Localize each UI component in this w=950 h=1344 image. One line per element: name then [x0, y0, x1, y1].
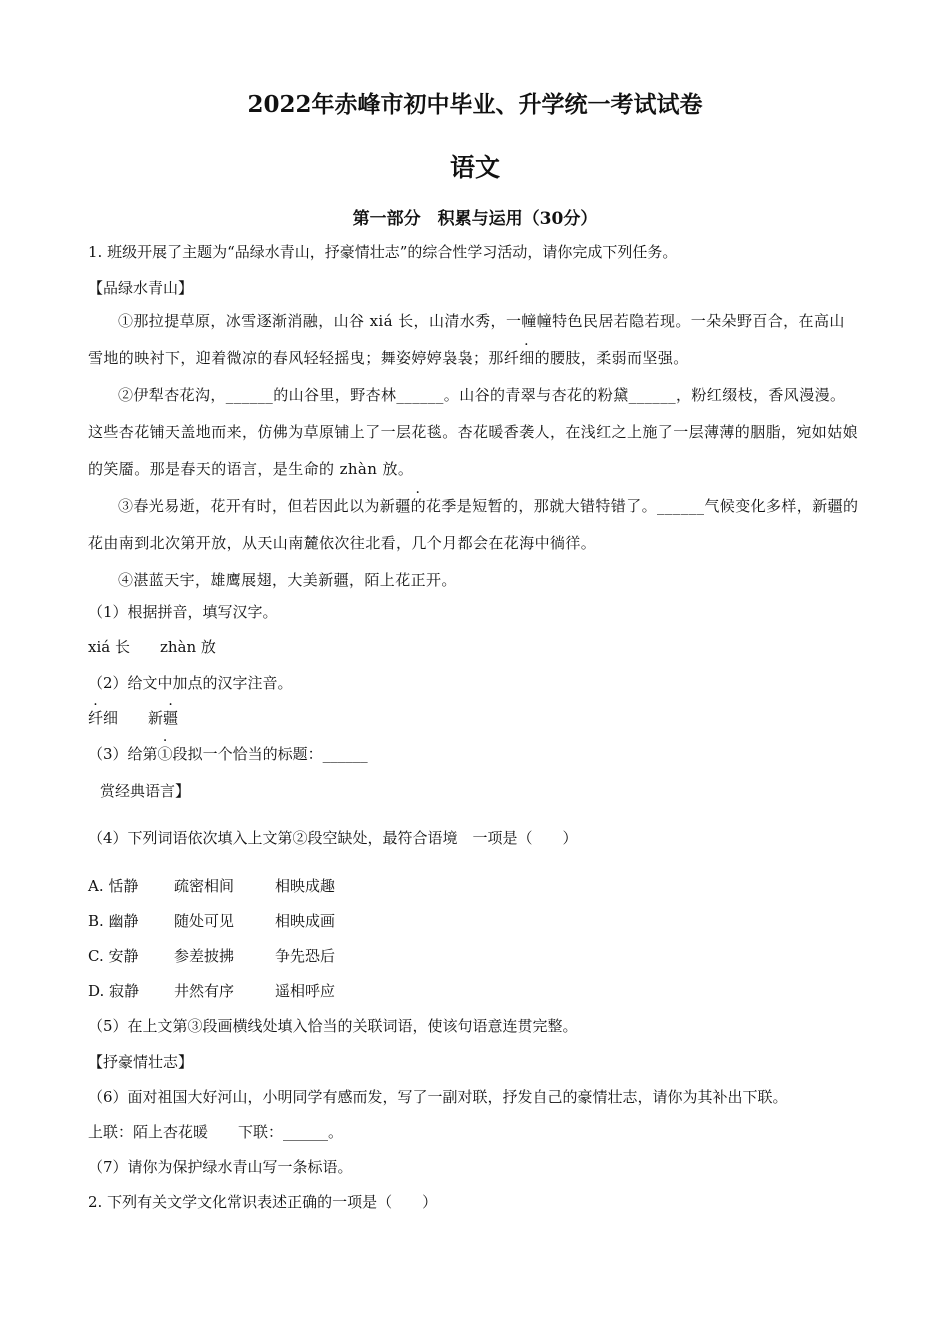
exam-title: 2022年赤峰市初中毕业、升学统一考试试卷	[247, 91, 703, 118]
dotted-text: · 第①段	[143, 745, 188, 763]
part-title: 第一部分 积累与运用（30分）	[352, 209, 598, 229]
dotted-char: 疆	[163, 709, 179, 727]
q1-stem: 1. 班级开展了主题为“品绿水青山，抒豪情壮志”的综合性学习活动，请你完成下列任务。	[88, 243, 678, 261]
option-c: C. 安静 参差披拂 争先恐后	[88, 947, 336, 965]
dotted-char: 纤	[503, 349, 520, 367]
pinyin-item: zhàn 放	[159, 638, 216, 656]
option-d: D. 寂静 井然有序 遥相呼应	[88, 982, 336, 1000]
option-a: A. 恬静 疏密相间 相映成趣	[88, 877, 336, 895]
q2-stem: 2. 下列有关文学文化常识表述正确的一项是（ ）	[88, 1193, 438, 1211]
couplet	[88, 1122, 868, 1142]
passage-paragraph-3: ③春光易逝，花开有时，但若因此以为新疆的花季是短暂的，那就大错特错了。______气候变化多样，新疆的花由南到北次第开放，从天山南麓依次往北看，几个月都会在花海中徜徉。	[88, 497, 859, 552]
sub-question-2: （2）给文中加点的汉字注音。	[88, 674, 293, 692]
sub-question-7: （7）请你为保护绿水青山写一条标语。	[88, 1158, 353, 1176]
sub-question-1: （1）根据拼音，填写汉字。	[88, 603, 278, 621]
annotation-items: 纤细 新疆	[88, 709, 179, 727]
couplet-up: 上联：陌上杏花暖	[88, 1123, 209, 1141]
passage-paragraph-4: ④湛蓝天宇，雄鹰展翅，大美新疆，陌上花正开。	[118, 571, 457, 589]
section-heading-2: 赏经典语言】	[100, 782, 191, 800]
sub-question-6: （6）面对祖国大好河山，小明同学有感而发，写了一副对联，抒发自己的豪情壮志，请你为其补出下联。	[88, 1088, 788, 1106]
option-b: B. 幽静 随处可见 相映成画	[88, 912, 336, 930]
dotted-char: 纤	[88, 709, 104, 727]
pinyin-item: xiá 长	[88, 638, 130, 656]
sub-question-3: （3）给· 第①段拟一个恰当的标题：______	[88, 744, 868, 764]
sub-question-4: （4）下列词语依次填入上文第②段空缺处，最符合语境 一项是（ ）	[88, 829, 578, 847]
subject-title: 语文	[449, 153, 500, 182]
sub-question-5: （5）在上文第③段画横线处填入恰当的关联词语，使该句语意连贯完整。	[88, 1017, 578, 1035]
pinyin-items	[88, 637, 868, 657]
section-heading-1: 【品绿水青山】	[88, 279, 194, 297]
section-heading-3: 【抒豪情壮志】	[88, 1053, 194, 1071]
passage-paragraph-1: ①那拉提草原，冰雪逐渐消融，山谷 xiá 长，山清水秀，一幢幢特色民居若隐若现。一朵朵野百合，在高山雪地的映衬下，迎着微凉的春风轻轻摇曳；舞姿婷婷袅袅；那纤细的腰肢，柔弱而坚强。	[88, 312, 845, 367]
couplet-down: 下联：______。	[238, 1123, 344, 1141]
passage-paragraph-2: ②伊犁杏花沟，______的山谷里，野杏林______。山谷的青翠与杏花的粉黛______，粉红缀枝，香风漫漫。这些杏花铺天盖地而来，仿佛为草原铺上了一层花毯。杏花暖香袭人，在浅红之上施了一层薄薄的胭脂，宛如姑娘的笑靥。那是春天的语言，是生命的 zhàn 放。	[88, 386, 859, 478]
dotted-char: 疆	[395, 497, 411, 515]
